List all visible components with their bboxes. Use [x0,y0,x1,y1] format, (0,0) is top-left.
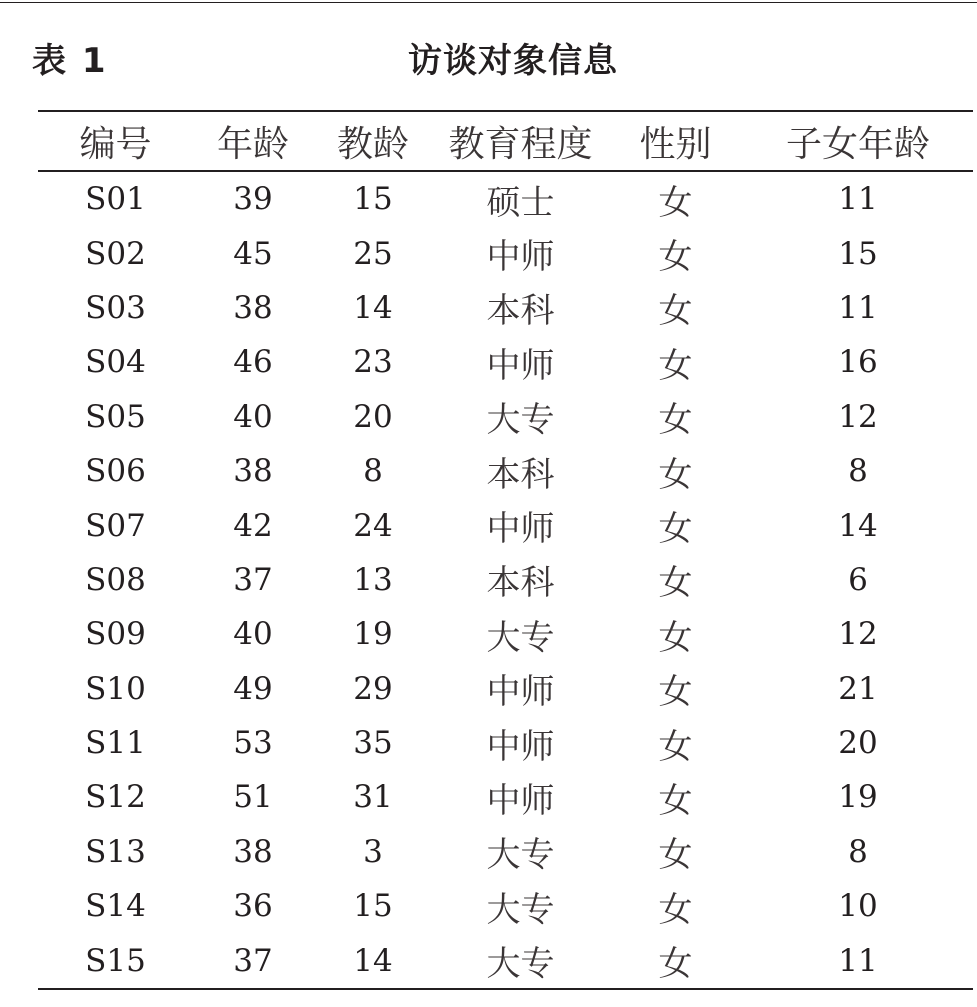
cell-gender: 女 [658,291,693,332]
cell-teaching-years: 25 [353,235,393,272]
cell-gender: 女 [658,672,693,713]
cell-education: 中师 [486,237,555,278]
cell-id: S04 [85,344,146,381]
cell-teaching-years: 29 [353,670,393,707]
cell-id: S01 [85,181,146,218]
cell-teaching-years: 8 [363,453,383,490]
cell-child-age: 20 [838,725,878,762]
cell-gender: 女 [658,563,693,604]
cell-education: 中师 [486,672,555,713]
cell-teaching-years: 35 [353,725,393,762]
cell-education: 大专 [486,400,555,441]
cell-education: 本科 [486,454,555,495]
column-header-id: 编号 [38,111,193,171]
cell-id: S09 [85,616,146,653]
cell-gender: 女 [658,454,693,495]
cell-teaching-years: 13 [353,561,393,598]
cell-id: S06 [85,453,146,490]
cell-child-age: 11 [743,933,973,988]
cell-education: 大专 [433,933,608,988]
cell-education: 本科 [486,291,555,332]
cell-gender: 女 [658,726,693,767]
cell-child-age: 8 [848,453,868,490]
cell-education: 大专 [486,889,555,930]
cell-age: 49 [233,670,273,707]
cell-id: S13 [85,833,146,870]
cell-child-age: 11 [838,289,878,326]
cell-id: S14 [85,888,146,925]
cell-age: 38 [233,833,273,870]
table-row [38,607,973,661]
cell-id: S10 [85,670,146,707]
cell-child-age: 10 [838,888,878,925]
column-header-age: 年龄 [193,111,313,171]
cell-gender: 女 [608,933,743,988]
cell-education: 中师 [486,780,555,821]
cell-child-age: 21 [838,670,878,707]
cell-teaching-years: 24 [353,507,393,544]
cell-gender: 女 [658,400,693,441]
table-row [38,662,973,716]
cell-teaching-years: 15 [353,181,393,218]
cell-id: S07 [85,507,146,544]
table-row [38,498,973,552]
cell-age: 40 [233,398,273,435]
cell-child-age: 16 [838,344,878,381]
cell-age: 46 [233,344,273,381]
cell-gender: 女 [658,617,693,658]
table-row [38,825,973,879]
column-header-gender: 性别 [608,111,743,171]
cell-education: 本科 [486,563,555,604]
cell-age: 51 [233,779,273,816]
table-row [38,716,973,770]
cell-teaching-years: 31 [353,779,393,816]
cell-teaching-years: 23 [353,344,393,381]
cell-age: 38 [233,289,273,326]
cell-education: 中师 [486,726,555,767]
table-caption [0,36,977,86]
cell-education: 大专 [486,835,555,876]
cell-id: S05 [85,398,146,435]
column-header-teaching-years: 教龄 [313,111,433,171]
cell-age: 38 [233,453,273,490]
cell-teaching-years: 15 [353,888,393,925]
table-title: 访谈对象信息 [408,41,618,81]
cell-gender: 女 [658,182,693,223]
cell-id: S12 [85,779,146,816]
cell-id: S03 [85,289,146,326]
cell-teaching-years: 20 [353,398,393,435]
cell-gender: 女 [658,509,693,550]
cell-gender: 女 [658,780,693,821]
header-row [38,111,973,171]
cell-teaching-years: 14 [313,933,433,988]
cell-child-age: 11 [838,181,878,218]
cell-age: 37 [233,561,273,598]
cell-teaching-years: 3 [363,833,383,870]
table-row [38,171,973,226]
table-row [38,879,973,933]
cell-age: 40 [233,616,273,653]
cell-child-age: 6 [848,561,868,598]
cell-age: 45 [233,235,273,272]
table-row [38,281,973,335]
cell-education: 中师 [486,509,555,550]
cell-child-age: 15 [838,235,878,272]
cell-age: 36 [233,888,273,925]
cell-child-age: 12 [838,398,878,435]
cell-age: 39 [233,181,273,218]
column-header-child-age: 子女年龄 [743,111,973,171]
table-row [38,226,973,280]
cell-child-age: 19 [838,779,878,816]
interviewee-table [38,110,973,990]
table-container [38,110,973,990]
table-row [38,335,973,389]
cell-teaching-years: 19 [353,616,393,653]
cell-age: 37 [193,933,313,988]
cell-gender: 女 [658,835,693,876]
cell-id: S11 [85,725,146,762]
cell-child-age: 14 [838,507,878,544]
cell-education: 中师 [486,345,555,386]
table-row [38,553,973,607]
cell-age: 42 [233,507,273,544]
cell-child-age: 8 [848,833,868,870]
cell-education: 大专 [486,617,555,658]
cell-id: S02 [85,235,146,272]
table-row [38,444,973,498]
cell-child-age: 12 [838,616,878,653]
cell-age: 53 [233,725,273,762]
cell-education: 硕士 [486,182,555,223]
cell-id: S08 [85,561,146,598]
cell-gender: 女 [658,889,693,930]
table-row [38,770,973,824]
cell-gender: 女 [658,345,693,386]
top-rule [0,2,977,3]
table-row [38,390,973,444]
table-body [38,171,973,989]
table-row [38,933,973,988]
column-header-education: 教育程度 [433,111,608,171]
cell-gender: 女 [658,237,693,278]
table-label: 表 1 [32,41,108,81]
cell-id: S15 [38,933,193,988]
cell-teaching-years: 14 [353,289,393,326]
